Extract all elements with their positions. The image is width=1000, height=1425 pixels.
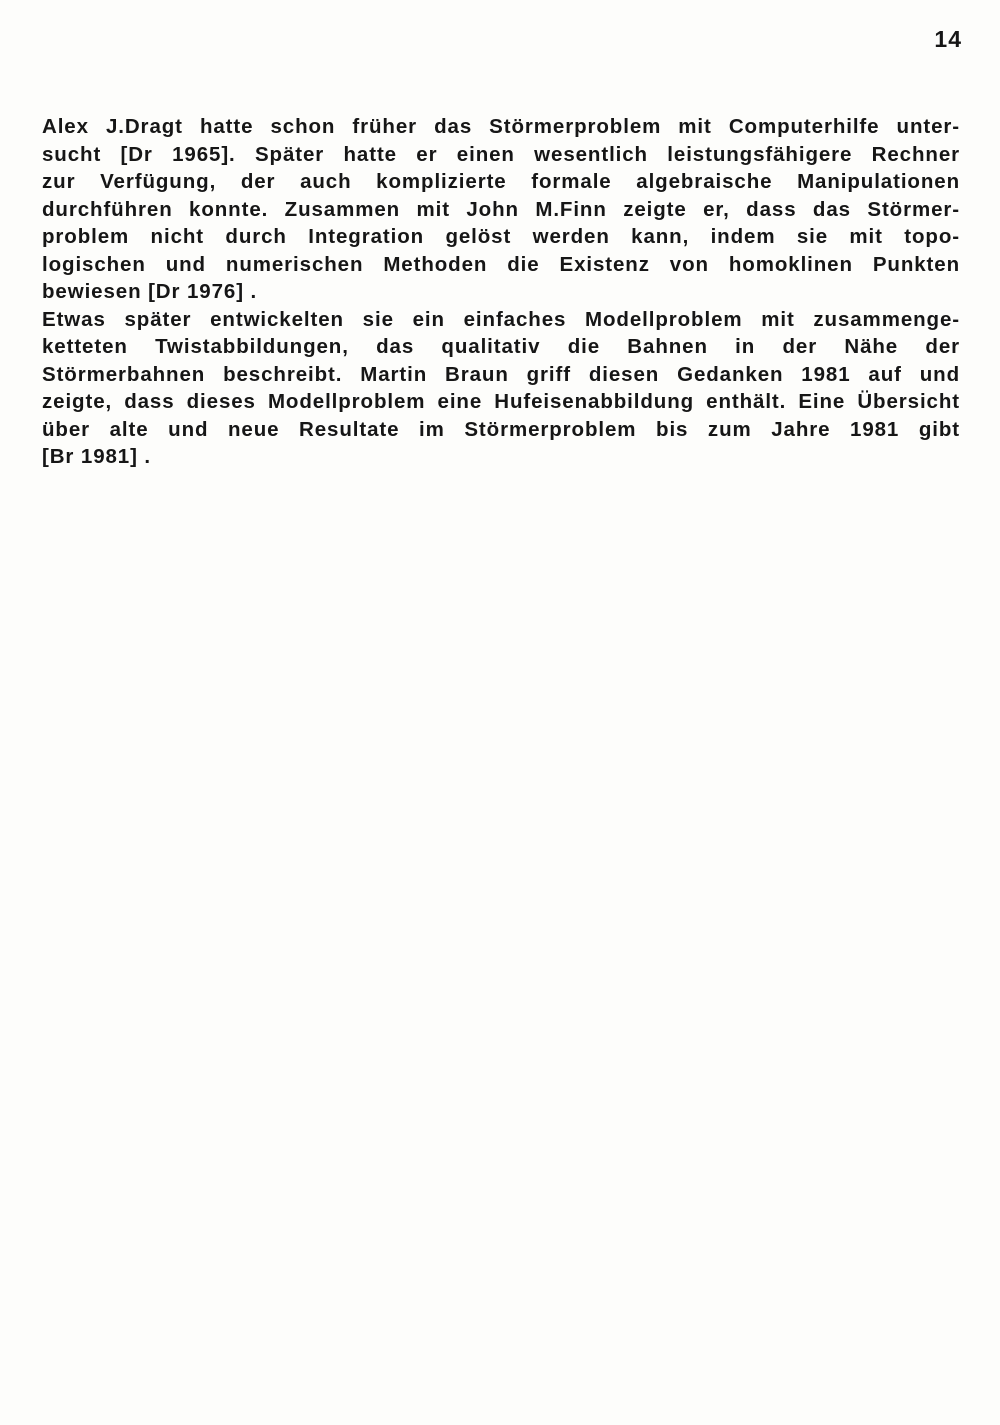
text-line: Störmerbahnen beschreibt. Martin Braun griff diesen Gedanken 1981 auf und [42,362,960,386]
text-line: bewiesen [Dr 1976] . [42,280,258,303]
paragraph-stoermerproblem-computer [42,113,960,306]
text-line: Etwas später entwickelten sie ein einfaches Modellproblem mit zusammenge- [42,307,960,331]
paragraph-modellproblem [42,306,960,471]
page-number: 14 [934,26,962,52]
text-line: zeigte, dass dieses Modellproblem eine Hufeisenabbildung enthält. Eine Übersicht [42,390,960,413]
body-text [42,113,960,471]
text-line: zur Verfügung, der auch komplizierte formale algebraische Manipulationen [42,170,960,193]
text-line: durchführen konnte. Zusammen mit John M.Finn zeigte er, dass das Störmer- [42,197,960,221]
text-line: über alte und neue Resultate im Störmerproblem bis zum Jahre 1981 gibt [42,417,960,441]
text-line: logischen und numerischen Methoden die Existenz von homoklinen Punkten [42,252,960,276]
text-line: problem nicht durch Integration gelöst werden kann, indem sie mit topo- [42,225,960,248]
text-line: ketteten Twistabbildungen, das qualitativ die Bahnen in der Nähe der [42,335,960,358]
text-line: [Br 1981] . [42,445,152,468]
text-line: Alex J.Dragt hatte schon früher das Störmerproblem mit Computerhilfe unter- [42,115,960,138]
text-line: sucht [Dr 1965]. Später hatte er einen wesentlich leistungsfähigere Rechner [42,142,960,166]
